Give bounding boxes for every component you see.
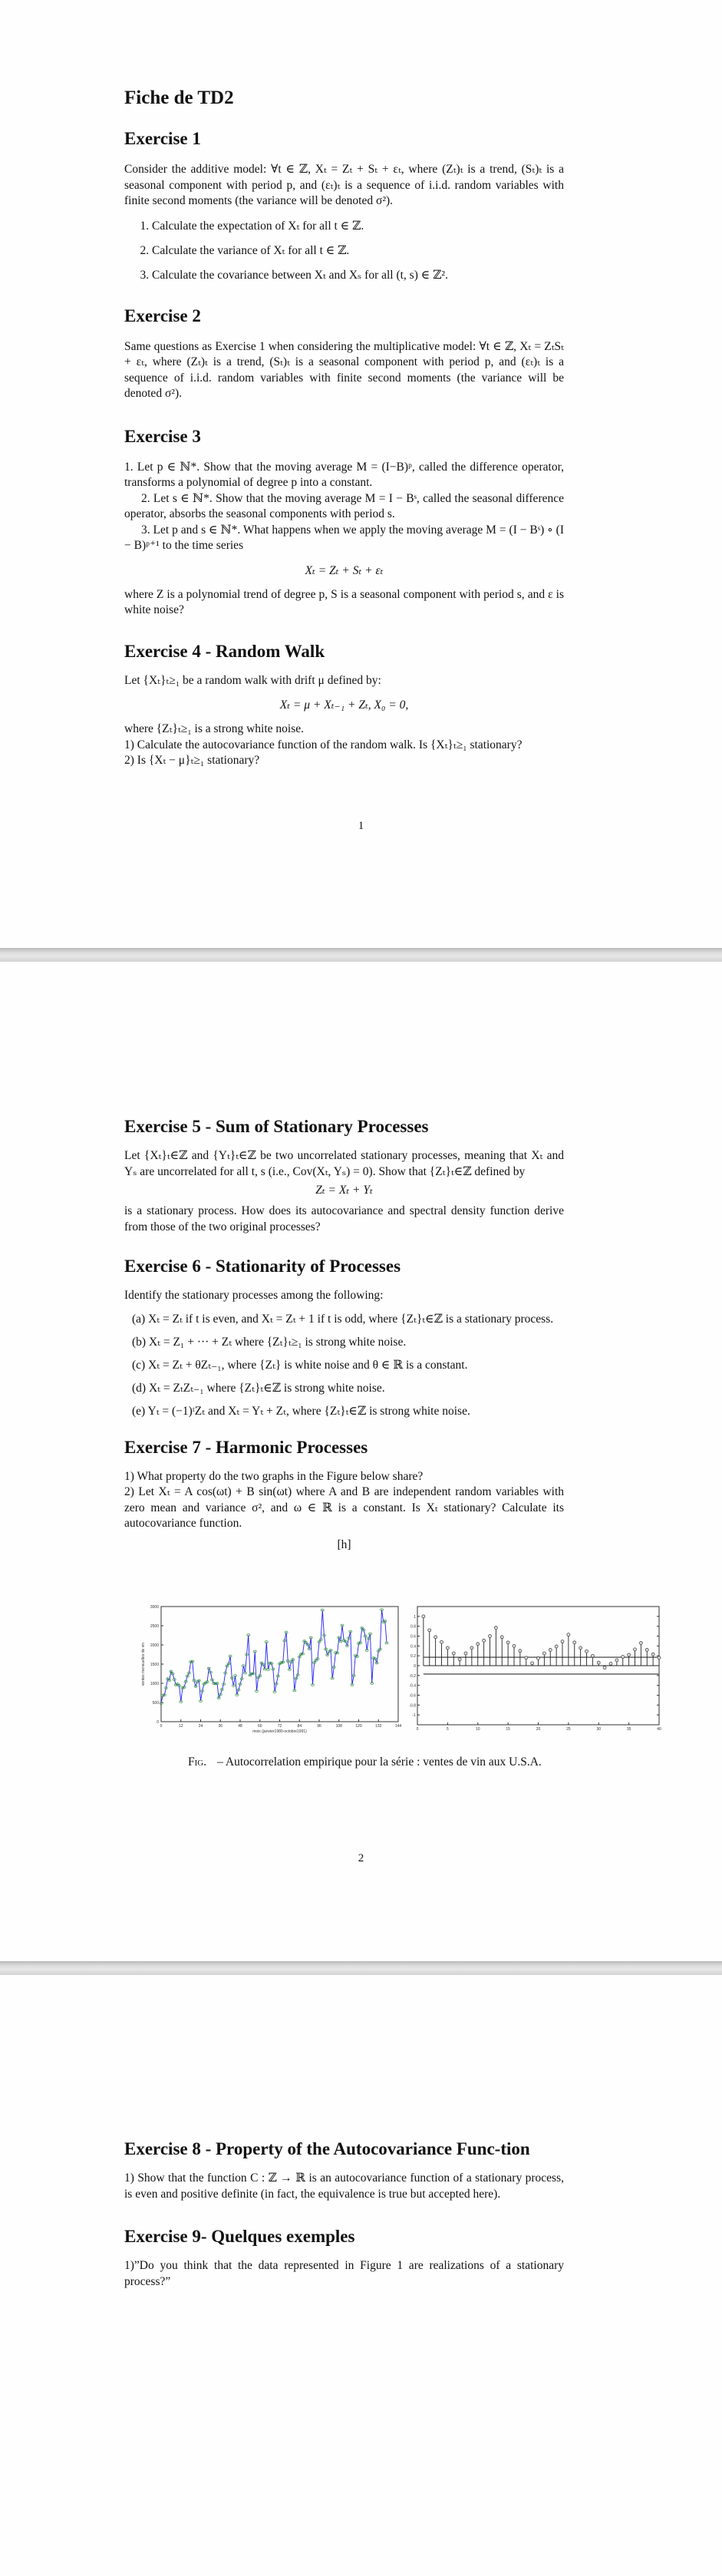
exercise-8 xyxy=(124,2138,564,2202)
svg-text:0.8: 0.8 xyxy=(410,1624,416,1630)
svg-text:0: 0 xyxy=(157,1720,159,1725)
process-item xyxy=(132,1312,564,1327)
svg-text:1500: 1500 xyxy=(150,1663,159,1667)
exercise-6-title: Exercise 6 - Stationarity of Processes xyxy=(124,1257,401,1276)
question-item: 3. Calculate the covariance between Xₜ and Xₛ for all (t, s) ∈ ℤ². xyxy=(152,268,564,283)
svg-text:-1: -1 xyxy=(412,1713,416,1719)
page-1 xyxy=(0,0,722,948)
question-item: 1. Calculate the expectation of Xₜ for all t ∈ ℤ. xyxy=(152,219,564,234)
svg-text:3000: 3000 xyxy=(150,1605,159,1610)
svg-text:20: 20 xyxy=(536,1727,541,1732)
question-item: 2. Calculate the variance of Xₜ for all t ∈ ℤ. xyxy=(152,243,564,259)
page-separator xyxy=(0,948,722,962)
exercise-1-title: Exercise 1 xyxy=(124,129,201,148)
svg-text:48: 48 xyxy=(238,1724,242,1729)
exercise-3-q2: 2. Let s ∈ ℕ*. Show that the moving average M = I − Bˢ, called the seasonal difference operator, absorbs the seasonal components with period s. xyxy=(124,491,564,520)
page-number: 1 xyxy=(358,820,364,832)
svg-text:108: 108 xyxy=(335,1724,342,1729)
figure-label: Fig. xyxy=(188,1755,207,1769)
exercise-9-title: Exercise 9- Quelques exemples xyxy=(124,2227,355,2246)
exercise-3-q3: 3. Let p and s ∈ ℕ*. What happens when we apply the moving average M = (I − Bˢ) ∘ (I − B)ᵖ⁺¹ to the time series xyxy=(124,523,564,552)
svg-text:10: 10 xyxy=(475,1727,480,1732)
svg-text:36: 36 xyxy=(218,1724,223,1729)
svg-text:0.2: 0.2 xyxy=(410,1654,416,1660)
process-item xyxy=(132,1335,564,1350)
exercise-3 xyxy=(124,425,564,619)
svg-text:0: 0 xyxy=(416,1727,419,1732)
exercise-1 xyxy=(124,127,564,283)
svg-text:30: 30 xyxy=(596,1727,602,1732)
svg-text:-0.2: -0.2 xyxy=(409,1673,416,1679)
exercise-6-intro: Identify the stationary processes among the following: xyxy=(124,1289,384,1302)
exercise-3-equation: Xₜ = Zₜ + Sₜ + εₜ xyxy=(305,563,384,577)
page-number: 2 xyxy=(358,1852,364,1864)
svg-text:120: 120 xyxy=(355,1724,362,1729)
exercise-9 xyxy=(124,2225,564,2290)
time-series-chart xyxy=(138,1600,403,1739)
svg-text:96: 96 xyxy=(317,1724,321,1729)
svg-text:25: 25 xyxy=(566,1727,571,1732)
exercise-5-title: Exercise 5 - Sum of Stationary Processes xyxy=(124,1117,429,1136)
exercise-4-line1: where {Zₜ}ₜ≥₁ is a strong white noise. xyxy=(124,722,305,735)
exercise-4-line2: 1) Calculate the autocovariance function of the random walk. Is {Xₜ}ₜ≥₁ stationary? xyxy=(124,738,523,751)
svg-text:-0.8: -0.8 xyxy=(409,1703,416,1709)
autocorrelation-chart xyxy=(407,1600,664,1739)
item-text: Xₜ = Zₜ if t is even, and Xₜ = Zₜ + 1 if t is odd, where {Zₜ}ₜ∈ℤ is a stationary process. xyxy=(148,1312,554,1326)
item-text: Xₜ = Zₜ + θZₜ₋₁, where {Zₜ} is white noise and θ ∈ ℝ is a constant. xyxy=(148,1358,468,1372)
item-label: (d) xyxy=(132,1381,147,1395)
svg-text:132: 132 xyxy=(375,1724,382,1729)
svg-text:72: 72 xyxy=(277,1724,282,1729)
exercise-7-q2: 2) Let Xₜ = A cos(ωt) + B sin(ωt) where A and B are independent random variables with zero mean and variance σ², and ω ∈ ℝ is a constant. Is Xₜ stationary? Calculate its autocovariance function. xyxy=(124,1485,564,1530)
float-marker: [h] xyxy=(337,1537,351,1551)
process-item xyxy=(132,1381,564,1396)
exercise-2 xyxy=(124,305,564,402)
exercise-9-text: 1)”Do you think that the data represented in Figure 1 are realizations of a stationary process?” xyxy=(124,2259,564,2288)
svg-text:5: 5 xyxy=(446,1727,449,1732)
exercise-7-q1: 1) What property do the two graphs in the Figure below share? xyxy=(124,1469,424,1483)
page-separator xyxy=(0,1961,722,1975)
item-label: (a) xyxy=(132,1312,146,1326)
item-text: Xₜ = ZₜZₜ₋₁ where {Zₜ}ₜ∈ℤ is strong white noise. xyxy=(148,1381,385,1395)
exercise-6 xyxy=(124,1255,564,1419)
exercise-4-line3: 2) Is {Xₜ − μ}ₜ≥₁ stationary? xyxy=(124,754,260,767)
page-2 xyxy=(0,962,722,1961)
svg-text:60: 60 xyxy=(257,1724,262,1729)
svg-text:-0.4: -0.4 xyxy=(409,1683,416,1689)
process-item xyxy=(132,1404,564,1419)
svg-text:2500: 2500 xyxy=(150,1624,159,1629)
svg-text:2000: 2000 xyxy=(150,1643,159,1648)
exercise-7-title: Exercise 7 - Harmonic Processes xyxy=(124,1437,368,1457)
exercise-8-title: Exercise 8 - Property of the Autocovariance Func-tion xyxy=(124,2139,530,2158)
exercise-3-after: where Z is a polynomial trend of degree p, S is a seasonal component with period s, and ε is white noise? xyxy=(124,587,564,616)
exercise-2-title: Exercise 2 xyxy=(124,305,201,325)
svg-text:ventes mensuelles de vin: ventes mensuelles de vin xyxy=(141,1642,146,1686)
svg-text:144: 144 xyxy=(394,1724,402,1729)
process-item xyxy=(132,1358,564,1373)
exercise-1-intro: Consider the additive model: ∀t ∈ ℤ, Xₜ = Zₜ + Sₜ + εₜ, where (Zₜ)ₜ is a trend, (Sₜ)ₜ is a seasonal component with period p, and (εₜ)ₜ is a sequence of i.i.d. random variables with finite second moments (the variance will be denoted σ²). xyxy=(124,163,564,207)
exercise-2-text: Same questions as Exercise 1 when considering the multiplicative model: ∀t ∈ ℤ, Xₜ = ZₜSₜ + εₜ, where (Zₜ)ₜ is a trend, (Sₜ)ₜ is a seasonal component with period p, and (εₜ)ₜ is a sequence of i.i.d. random variables with finite second moments (the variance will be denoted σ²). xyxy=(124,339,564,400)
exercise-4-title: Exercise 4 - Random Walk xyxy=(124,641,325,661)
svg-text:500: 500 xyxy=(152,1701,159,1706)
svg-text:40: 40 xyxy=(657,1727,661,1732)
item-text: Xₜ = Z₁ + ··· + Zₜ where {Zₜ}ₜ≥₁ is strong white noise. xyxy=(148,1335,407,1349)
item-label: (c) xyxy=(132,1358,146,1372)
exercise-4-equation: Xₜ = μ + Xₜ₋₁ + Zₜ, X₀ = 0, xyxy=(279,698,409,712)
svg-text:1000: 1000 xyxy=(150,1682,159,1686)
exercise-3-title: Exercise 3 xyxy=(124,426,201,446)
svg-text:0.6: 0.6 xyxy=(410,1634,416,1640)
exercise-7 xyxy=(124,1436,564,1552)
exercise-3-q1: 1. Let p ∈ ℕ*. Show that the moving average M = (I−B)ᵖ, called the difference operator, transforms a polynomial of degree p into a constant. xyxy=(124,460,564,489)
page-3 xyxy=(0,1975,722,2576)
item-text: Yₜ = (−1)ᵗZₜ and Xₜ = Yₜ + Zₜ, where {Zₜ}ₜ∈ℤ is strong white noise. xyxy=(147,1404,470,1418)
exercise-5-equation: Zₜ = Xₜ + Yₜ xyxy=(315,1184,373,1197)
exercise-4 xyxy=(124,640,564,769)
svg-text:24: 24 xyxy=(198,1724,203,1729)
exercise-5-after: is a stationary process. How does its autocovariance and spectral density function derive from those of the two original processes? xyxy=(124,1204,564,1234)
svg-text:0: 0 xyxy=(160,1724,163,1729)
exercise-5 xyxy=(124,1115,564,1235)
svg-text:35: 35 xyxy=(626,1727,631,1732)
exercise-5-intro: Let {Xₜ}ₜ∈ℤ and {Yₜ}ₜ∈ℤ be two uncorrelated stationary processes, meaning that Xₜ and Yₛ are uncorrelated for all t, s (i.e., Cov(Xₜ, Yₛ) = 0). Show that {Zₜ}ₜ∈ℤ defined by xyxy=(124,1149,564,1178)
svg-text:12: 12 xyxy=(178,1724,183,1729)
exercise-1-questions xyxy=(124,219,564,283)
svg-text:1: 1 xyxy=(414,1614,416,1620)
exercise-4-intro: Let {Xₜ}ₜ≥₁ be a random walk with drift μ defined by: xyxy=(124,673,381,687)
exercise-8-text: 1) Show that the function C : ℤ → ℝ is an autocovariance function of a stationary process, is even and positive definite (in fact, the equivalence is true but accepted here). xyxy=(124,2171,564,2201)
item-label: (e) xyxy=(132,1404,146,1418)
svg-text:mois (janvier1980-octobre1991): mois (janvier1980-octobre1991) xyxy=(252,1729,307,1734)
item-label: (b) xyxy=(132,1335,147,1349)
svg-text:-0.6: -0.6 xyxy=(409,1693,416,1699)
svg-text:84: 84 xyxy=(297,1724,302,1729)
exercise-6-items xyxy=(124,1312,564,1419)
figure-caption-text: – Autocorrelation empirique pour la série : ventes de vin aux U.S.A. xyxy=(217,1755,542,1769)
document-title: Fiche de TD2 xyxy=(124,88,234,108)
svg-text:15: 15 xyxy=(506,1727,510,1732)
figure-caption xyxy=(188,1755,542,1769)
svg-text:0.4: 0.4 xyxy=(410,1644,416,1650)
svg-text:0: 0 xyxy=(414,1664,416,1669)
